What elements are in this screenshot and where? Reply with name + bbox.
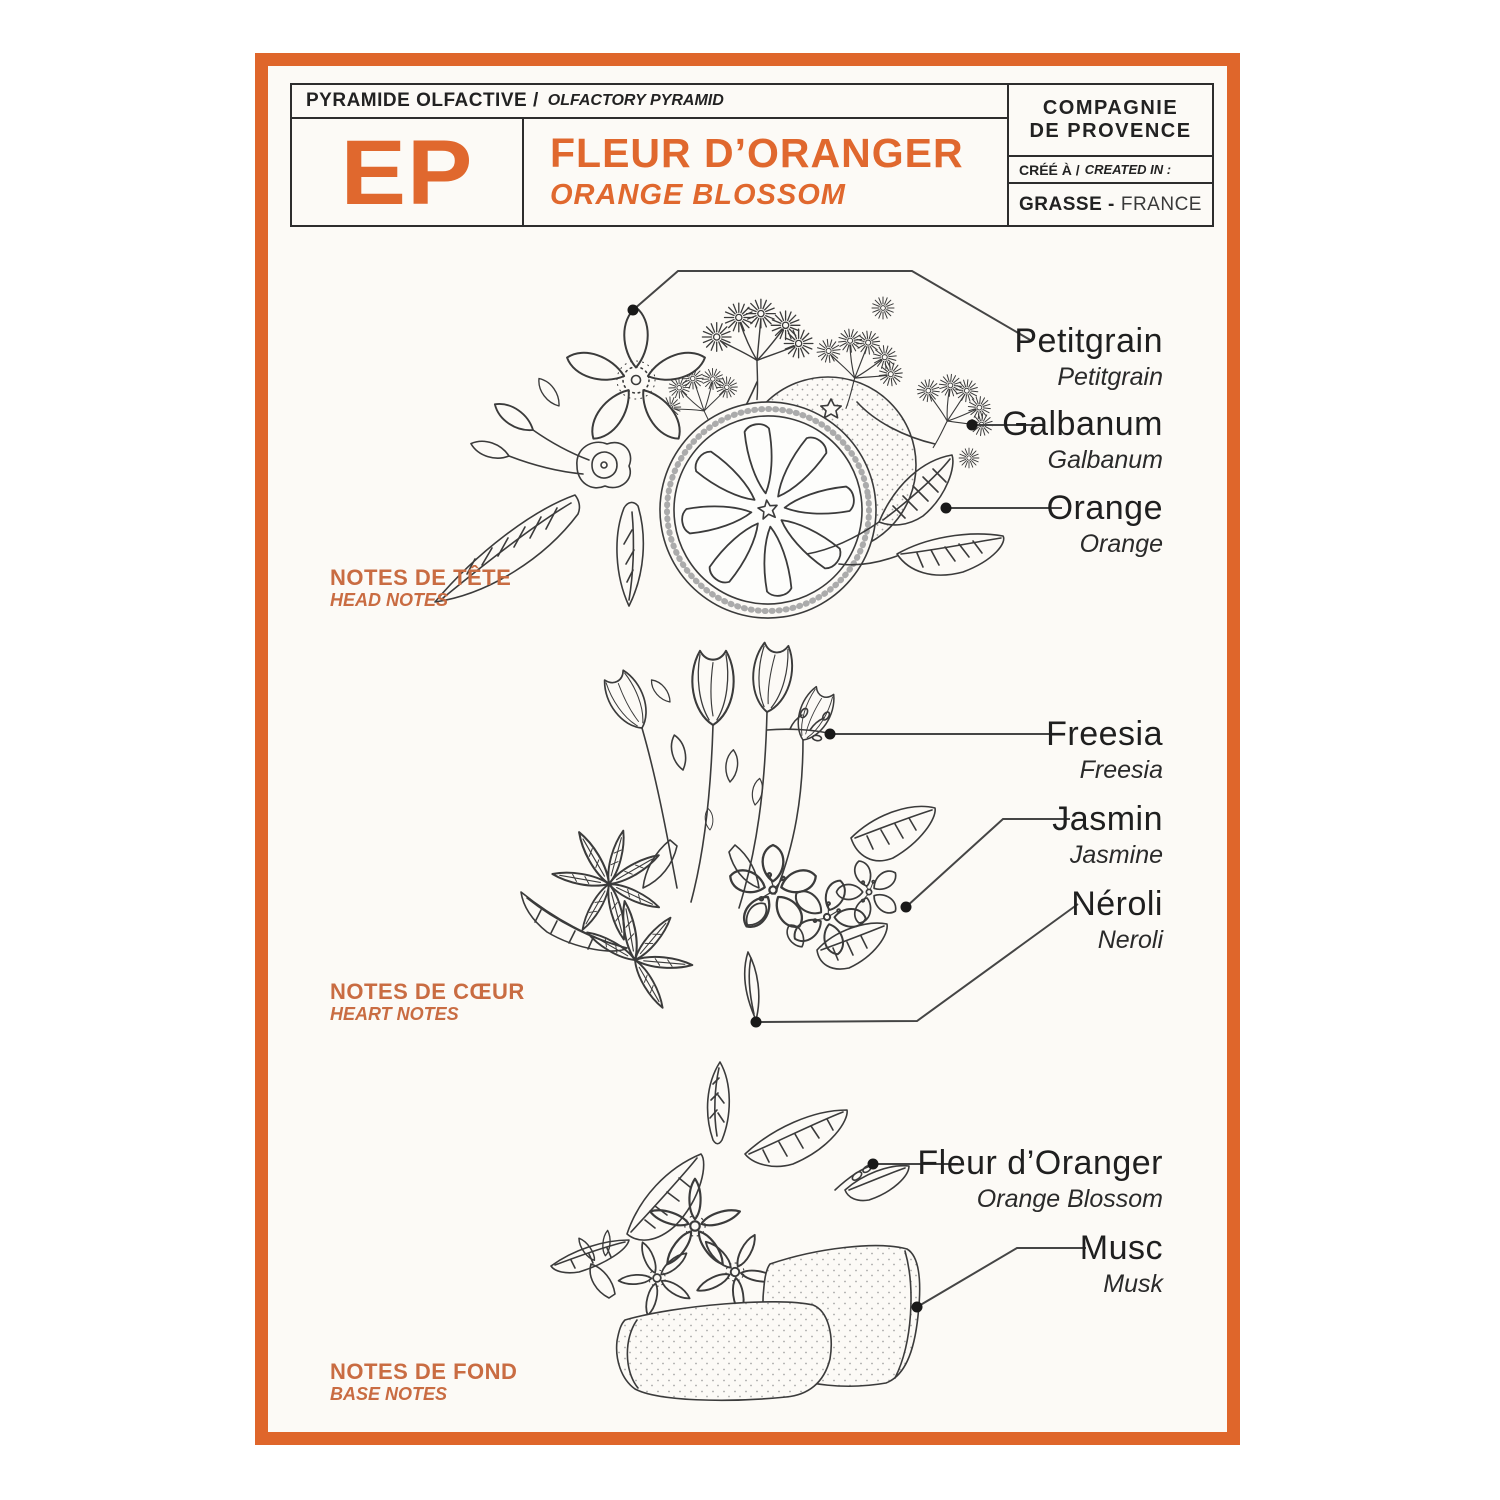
- section-label-heart: [330, 979, 525, 1025]
- kicker-en: OLFACTORY PYRAMID: [547, 92, 724, 109]
- note-en: Neroli: [1097, 926, 1163, 954]
- section-label-fr: NOTES DE TÊTE: [330, 565, 512, 590]
- center-leaves: [643, 840, 759, 888]
- section-label-en: HEART NOTES: [330, 1004, 459, 1025]
- header-kicker: [292, 85, 1009, 119]
- logo-cell: [292, 119, 524, 225]
- note-en: Musk: [1103, 1270, 1163, 1298]
- section-label-en: HEAD NOTES: [330, 590, 449, 611]
- note-petitgrain: [883, 322, 1163, 392]
- product-name-en: ORANGE BLOSSOM: [550, 178, 846, 211]
- note-galbanum: [883, 405, 1163, 475]
- blossom-leaves: [551, 1062, 909, 1273]
- origin-city: GRASSE -: [1019, 193, 1115, 215]
- product-title-cell: [524, 119, 1009, 225]
- note-freesia: [883, 715, 1163, 785]
- note-fr: Galbanum: [1002, 405, 1163, 443]
- leaf-whorls: [521, 829, 693, 1010]
- musk-block-front: [617, 1302, 832, 1400]
- freesia-stems: [642, 712, 803, 908]
- blossom-buds: [469, 375, 589, 474]
- origin-country: FRANCE: [1120, 193, 1202, 215]
- note-en: Galbanum: [1047, 446, 1163, 474]
- note-fr: Néroli: [1071, 885, 1163, 923]
- small-bloom: [577, 442, 631, 488]
- note-en: Orange: [1079, 530, 1163, 558]
- note-orange: [883, 489, 1163, 559]
- note-en: Jasmine: [1069, 841, 1163, 869]
- section-label-en: BASE NOTES: [330, 1384, 448, 1405]
- note-fr: Fleur d’Oranger: [917, 1144, 1163, 1182]
- lower-leaf: [617, 502, 643, 606]
- brand-name-line1: COMPAGNIE: [1042, 97, 1179, 119]
- note-fr: Freesia: [1046, 715, 1163, 753]
- note-en: Petitgrain: [1057, 363, 1163, 391]
- brand-name: [1009, 85, 1212, 157]
- brand-block: [1009, 85, 1212, 225]
- note-fr: Jasmin: [1052, 800, 1163, 838]
- note-en: Freesia: [1079, 756, 1163, 784]
- note-jasmin: [883, 800, 1163, 870]
- origin-row: [1009, 184, 1212, 225]
- note-en: Orange Blossom: [976, 1185, 1163, 1213]
- freesia-flowers: [599, 642, 839, 831]
- note-musc: [883, 1229, 1163, 1299]
- note-fr: Petitgrain: [1014, 322, 1163, 360]
- product-name-fr: FLEUR D’ORANGER: [550, 130, 964, 177]
- created-in-en: CREATED IN :: [1084, 162, 1172, 177]
- created-in-row: [1009, 157, 1212, 184]
- note-fr: Musc: [1079, 1229, 1163, 1267]
- header: [290, 83, 1214, 227]
- section-label-base: [330, 1359, 517, 1405]
- section-label-head: [330, 565, 511, 611]
- kicker-fr: PYRAMIDE OLFACTIVE /: [306, 90, 539, 111]
- section-label-fr: NOTES DE CŒUR: [330, 979, 525, 1004]
- neroli-leaf-tip: [745, 952, 759, 1020]
- section-label-fr: NOTES DE FOND: [330, 1359, 518, 1384]
- note-fr: Orange: [1046, 489, 1163, 527]
- created-in-fr: CRÉÉ À /: [1019, 161, 1080, 178]
- brand-logo: EP: [340, 120, 474, 224]
- brand-name-line2: DE PROVENCE: [1029, 120, 1192, 142]
- note-fleur-oranger: [883, 1144, 1163, 1214]
- orange-blossom-flower: [563, 308, 708, 446]
- note-neroli: [883, 885, 1163, 955]
